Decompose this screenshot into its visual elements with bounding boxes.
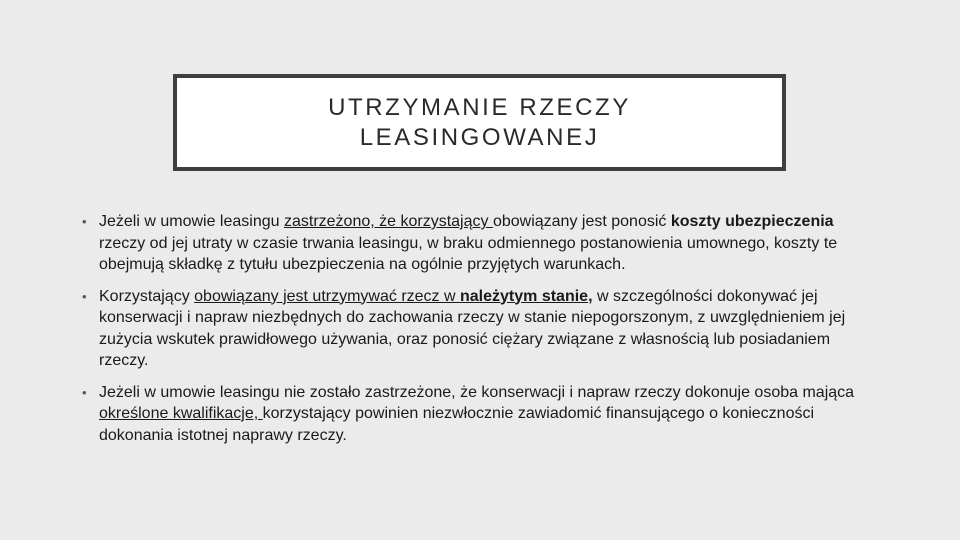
bullet-item-3	[82, 382, 872, 447]
bullet-item-2	[82, 286, 872, 372]
text-run: Jeżeli w umowie leasingu	[99, 213, 284, 230]
bullet-marker: •	[82, 384, 87, 400]
bullet-marker: •	[82, 288, 87, 304]
text-run: korzystający powinien niezwłocznie zawiadomić finansującego o konieczności dokonania istotnej naprawy rzeczy.	[99, 405, 815, 444]
bullet-3-text	[99, 384, 854, 444]
text-run: Jeżeli w umowie leasingu nie zostało zastrzeżone, że konserwacji i napraw rzeczy dokonuje osoba mająca	[99, 383, 855, 401]
bullet-item-1	[82, 211, 872, 276]
bullet-list	[82, 211, 872, 456]
bold-text: ,	[588, 287, 593, 305]
underlined-text: obowiązany jest utrzymywać rzecz w	[194, 287, 460, 305]
underlined-text: zastrzeżono, że korzystający	[283, 213, 493, 230]
bullet-2-text	[99, 288, 845, 370]
slide-title-line-1: UTRZYMANIE RZECZY	[328, 93, 631, 121]
slide-title-box	[173, 74, 786, 171]
bullet-marker: •	[82, 214, 87, 229]
bold-text: koszty ubezpieczenia	[670, 213, 834, 230]
text-run: rzeczy od jej utraty w czasie trwania leasingu, w braku odmiennego postanowienia umownego, koszty te obejmują składkę z tytułu ubezpieczenia na ogólnie przyjętych warunkach.	[99, 234, 838, 273]
bullet-1-text	[99, 213, 837, 273]
text-run: Korzystający	[99, 287, 195, 305]
slide-title-line-2: LEASINGOWANEJ	[359, 123, 600, 151]
text-run: obowiązany jest ponosić	[492, 213, 671, 230]
text-run: w szczególności dokonywać jej konserwacji i napraw niezbędnych do zachowania rzeczy w stanie niepogorszonym, z uwzględnieniem jej zużycia wskutek prawidłowego używania, oraz ponosić ciężary związane z własnością lub posiadaniem rzeczy.	[99, 287, 846, 369]
bold-underlined-text: należytym stanie	[460, 287, 589, 305]
underlined-text: określone kwalifikacje,	[99, 405, 263, 422]
